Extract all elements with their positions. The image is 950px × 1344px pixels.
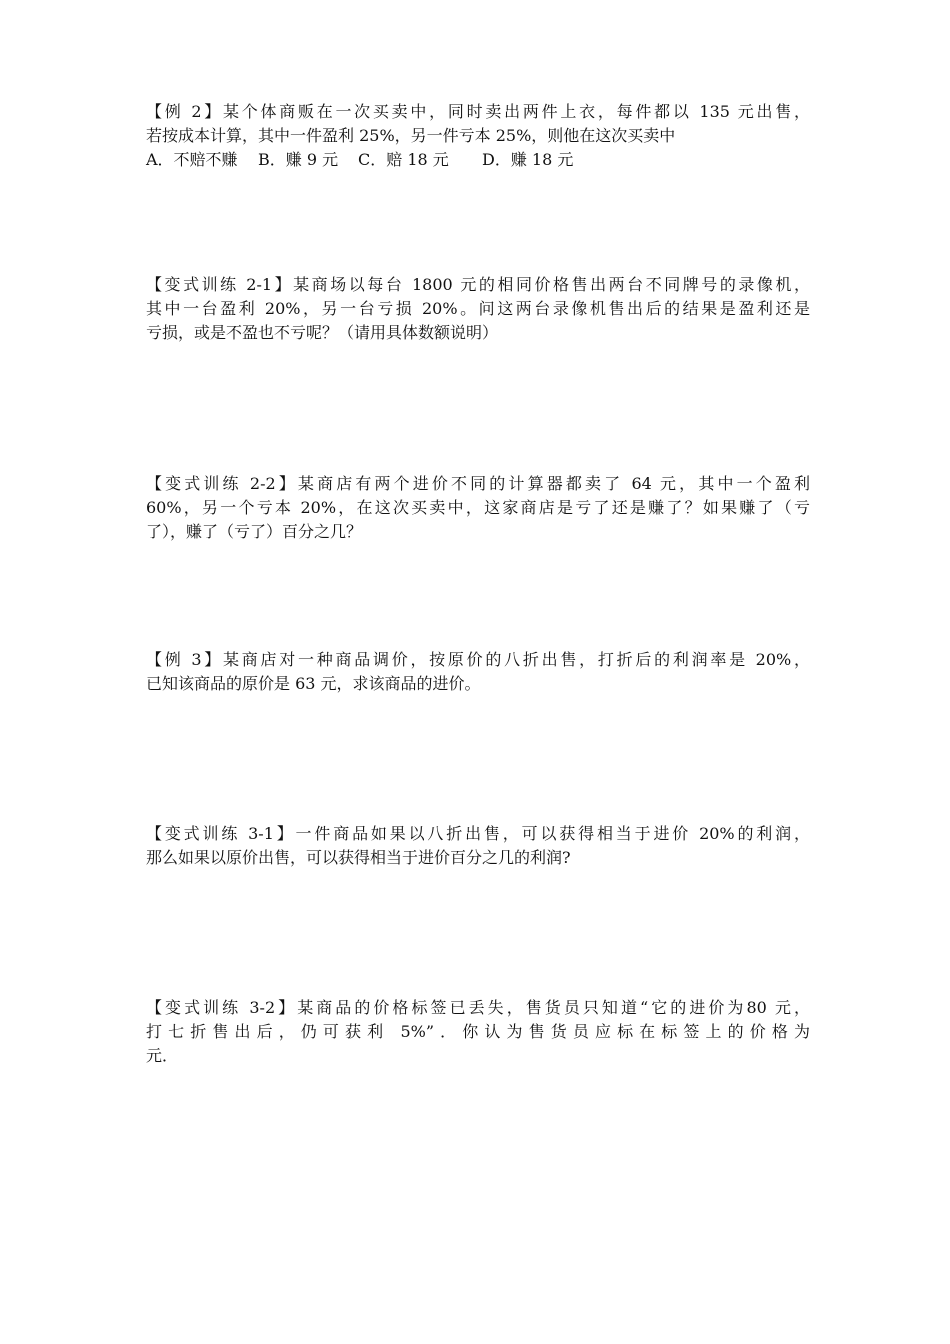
option-a: A．不赔不赚 — [146, 150, 238, 169]
problem-text-line: 【例 2】某个体商贩在一次买卖中，同时卖出两件上衣，每件都以 135 元出售， — [146, 102, 810, 121]
problem-text-line: 【变式训练 2-1】某商场以每台 1800 元的相同价格售出两台不同牌号的录像机， — [146, 275, 810, 294]
problem-text-line: 【例 3】某商店对一种商品调价，按原价的八折出售，打折后的利润率是 20%， — [146, 650, 810, 669]
problem-text-line: 若按成本计算，其中一件盈利 25%，另一件亏本 25%，则他在这次买卖中 — [146, 126, 676, 145]
option-c: C．赔 18 元 — [358, 150, 449, 169]
problem-text-line: 已知该商品的原价是 63 元，求该商品的进价。 — [146, 674, 481, 693]
problem-text-line: 亏损，或是不盈也不亏呢？（请用具体数额说明） — [146, 323, 499, 342]
problem-text-line: 打七折售出后，仍可获利 5%”．你认为售货员应标在标签上的价格为 — [146, 1022, 810, 1041]
problem-text-line: 60%，另一个亏本 20%，在这次买卖中，这家商店是亏了还是赚了？如果赚了（亏 — [146, 498, 810, 517]
problem-example-3 — [146, 648, 810, 696]
problem-variant-2-1 — [146, 273, 810, 345]
option-d: D．赚 18 元 — [482, 150, 574, 169]
answer-options — [146, 148, 810, 172]
problem-text-line: 【变式训练 3-2】某商品的价格标签已丢失，售货员只知道“它的进价为80 元， — [146, 998, 810, 1017]
option-b: B．赚 9 元 — [258, 150, 339, 169]
problem-variant-3-2 — [146, 996, 810, 1068]
problem-text-line: 了），赚了（亏了）百分之几？ — [146, 522, 363, 541]
problem-example-2 — [146, 100, 810, 172]
problem-text-line: 【变式训练 3-1】一件商品如果以八折出售，可以获得相当于进价 20%的利润， — [146, 824, 810, 843]
problem-variant-2-2 — [146, 472, 810, 544]
problem-text-line: 【变式训练 2-2】某商店有两个进价不同的计算器都卖了 64 元，其中一个盈利 — [146, 474, 810, 493]
problem-variant-3-1 — [146, 822, 810, 870]
problem-text-line: 其中一台盈利 20%，另一台亏损 20%。问这两台录像机售出后的结果是盈利还是 — [146, 299, 810, 318]
problem-text-line: 元． — [146, 1046, 179, 1065]
problem-text-line: 那么如果以原价出售，可以获得相当于进价百分之几的利润? — [146, 848, 571, 867]
